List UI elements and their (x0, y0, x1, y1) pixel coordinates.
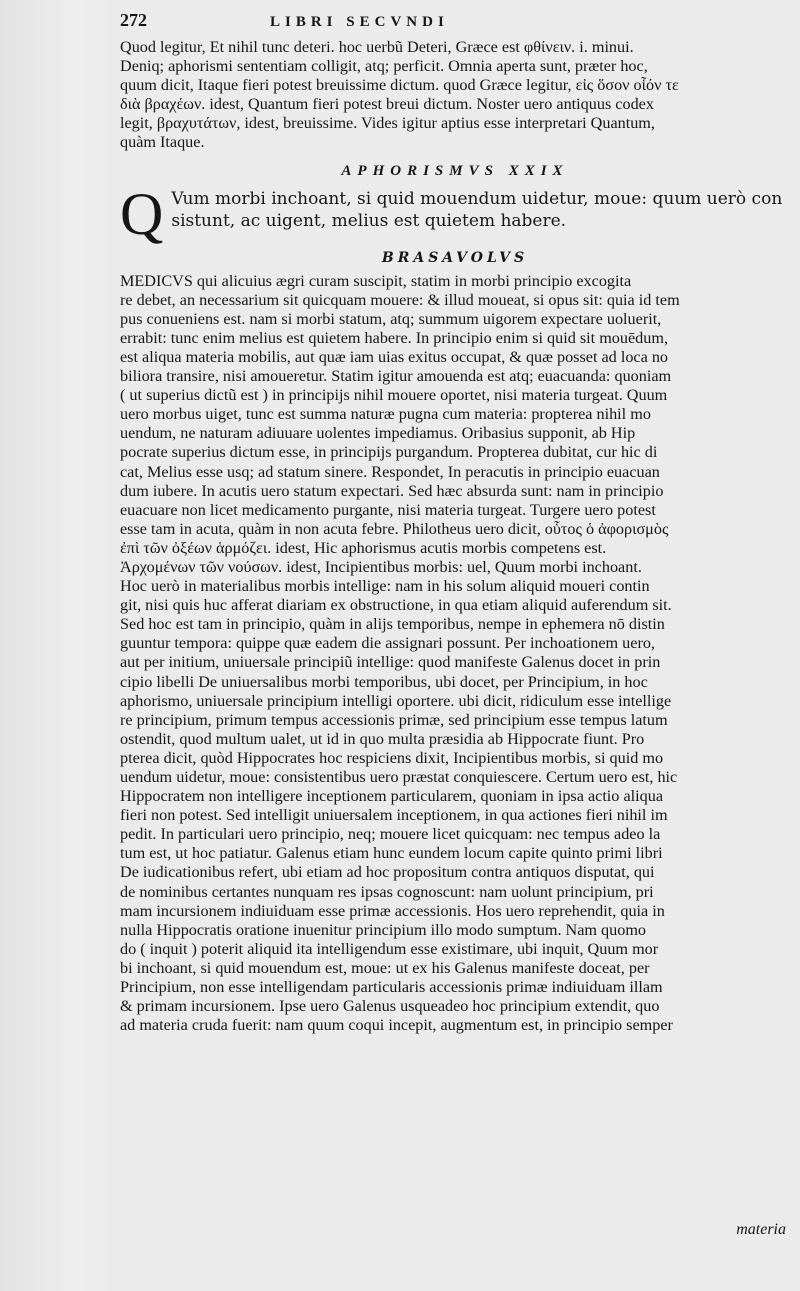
drop-cap: Q (120, 180, 164, 247)
intro-line: quum dicit, Itaque fieri potest breuissime dictum. quod Græce legitur, εἰς ὅσον οἷόν τε (120, 76, 679, 95)
commentary-line: pocrate superius dictum esse, in principijs purgandum. Propterea dubitat, cur hic di (120, 443, 658, 462)
commentary-line: git, nisi quis huc afferat diariam ex obstructione, in qua etiam aliquid auferendum sit. (120, 596, 672, 615)
commentary-line: ostendit, quod multum ualet, ut id in quo multa præsidia ab Hippocrate fiunt. Pro (120, 729, 645, 748)
commentary-line: euacuare non licet medicamento purgante, nisi materia turgeat. Turgere uero potest (120, 500, 656, 519)
commentary-line: re debet, an necessarium sit quicquam mouere: & illud moueat, si opus sit: quia id tem (120, 290, 680, 309)
commentary-line: ἐπὶ τῶν ὀξέων ἁρμόζει. idest, Hic aphorismus acutis morbis competens est. (120, 538, 607, 557)
commentary-line: esse tam in acuta, quàm in non acuta febre. Philotheus uero dicit, οὗτος ὁ ἀφορισμὸς (120, 519, 669, 538)
commentary-line: guuntur tempora: quippe quæ eadem die assignari possunt. Per inchoationem uero, (120, 634, 655, 653)
intro-paragraph (120, 38, 790, 153)
commentary-line: Hippocratem non intelligere inceptionem particularem, quoniam in ipsa actio aliqua (120, 787, 664, 806)
commentary-line: cat, Melius esse usq; ad statum sinere. Respondet, In peracutis in principio euacuan (120, 462, 660, 481)
aphorism-line: sistunt, ac uigent, melius est quietem habere. (171, 210, 567, 231)
commentary-line: pedit. In particulari uero principio, neq; mouere licet quicquam: nec tempus adeo la (120, 825, 661, 844)
commentary-author: BRASAVOLVS (381, 249, 529, 266)
commentary-line: uendum, ne naturam adiuuare uolentes impediamus. Oribasius supponit, ab Hip (120, 424, 636, 443)
commentary-body (120, 272, 790, 1036)
commentary-line: uendum uidetur, moue: consistentibus uero præstat conquiescere. Certum uero est, hic (120, 768, 678, 786)
intro-line: Deniq; aphorismi sententiam colligit, atq; perficit. Omnia aperta sunt, præter hoc, (120, 57, 648, 76)
page-header (120, 10, 790, 38)
commentary-line: fieri non potest. Sed intelligit uniuersalem inceptionem, in qua actiones fieri nihil im (120, 806, 668, 825)
commentary-line: pus conueniens est. nam si morbi statum, atq; summum uigorem expectare uoluerit, (120, 309, 662, 328)
commentary-line: Principium, non esse intelligendam particularis accessionis primæ indiuiduam illam (120, 978, 663, 997)
commentary-line: errabit: tunc enim melius est quietem habere. In principio enim si quid sit mouēdum, (120, 328, 669, 347)
commentary-line: pterea dicit, quòd Hippocrates hoc respiciens dixit, Incipientibus morbis, si quid mo (120, 748, 664, 767)
commentary-line: uero morbus uiget, tunc est summa naturæ pugna cum materia: propterea nihil mo (120, 405, 651, 424)
aphorism-title: APHORISMVS XXIX (341, 162, 569, 179)
commentary-line: biliora transire, nisi amoueretur. Statim igitur amouenda est atq; euacuanda: quoniam (120, 367, 672, 386)
intro-line: Quod legitur, Et nihil tunc deteri. hoc uerbũ Deteri, Græce est φθίνειν. i. minui. (120, 38, 634, 56)
commentary-line: dum iubere. In acutis uero statum expectari. Sed hæc absurda sunt: nam in principio (120, 481, 664, 500)
aphorism-line: Vum morbi inchoant, si quid mouendum uidetur, moue: quum uerò con (171, 188, 783, 209)
commentary-line: de nominibus certantes nunquam res ipsas cognoscunt: nam uolunt principium, pri (120, 882, 654, 901)
catchword: materia (736, 1221, 786, 1238)
intro-line: διὰ βραχέων. idest, Quantum fieri potest breui dictum. Noster uero antiquus codex (120, 95, 654, 114)
commentary-line: nulla Hippocratis oratione inuenitur principium illo modo sumptum. Nam quomo (120, 920, 647, 939)
commentary-line: MEDICVS qui alicuius ægri curam suscipit, statim in morbi principio excogita (120, 271, 632, 290)
commentary-line: & primam incursionem. Ipse uero Galenus usqueadeo hoc principium extendit, quo (120, 997, 660, 1016)
running-head: LIBRI SECVNDI (270, 14, 449, 30)
commentary-line: Sed hoc est tam in principio, quàm in alijs temporibus, nempe in ephemera nō distin (120, 615, 665, 634)
commentary-line: De iudicationibus refert, ubi etiam ad hoc propositum contra antiquos disputat, qui (120, 863, 655, 882)
commentary-line: re principium, primum tempus accessionis primæ, sed principium esse tempus latum (120, 710, 668, 729)
commentary-line: aphorismo, uniuersale principium intelligi oportere. ubi dicit, ridiculum esse intellige (120, 691, 672, 710)
commentary-line: aut per initium, uniuersale principiũ intellige: quod manifeste Galenus docet in prin (120, 653, 661, 672)
commentary-line: ( ut superius dictũ est ) in principijs nihil mouere oportet, nisi materia turgeat. Quum (120, 386, 668, 405)
intro-line: quàm Itaque. (120, 133, 205, 152)
commentary-line: Ἀρχομένων τῶν νούσων. idest, Incipientibus morbis: uel, Quum morbi inchoant. (120, 557, 642, 576)
commentary-line: do ( inquit ) poterit aliquid ita intelligendum esse existimare, ubi inquit, Quum mor (120, 939, 659, 958)
folio-number: 272 (120, 10, 147, 30)
commentary-line: Hoc uerò in materialibus morbis intellige: nam in his solum aliquid moueri contin (120, 577, 650, 596)
intro-line: legit, βραχυτάτων, idest, breuissime. Vides igitur aptius esse interpretari Quantum, (120, 114, 655, 133)
commentary-line: est aliqua materia mobilis, aut quæ iam uias exitus occupat, & quæ posset ad loca no (120, 347, 669, 366)
commentary-line: mam incursionem indiuiduam esse primæ accessionis. Hos uero reprehendit, quia in (120, 901, 665, 920)
commentary-line: bi inchoant, si quid mouendum est, moue: ut ex his Galenus manifeste doceat, per (120, 958, 650, 977)
aphorism-text (120, 180, 790, 247)
commentary-line: ad materia cruda fuerit: nam quum coqui incepit, augmentum est, in principio semper (120, 1016, 673, 1035)
commentary-line: tum est, ut hoc patiatur. Galenus etiam hunc eundem locum capite quinto primi libri (120, 844, 663, 863)
commentary-line: cipio libelli De uniuersalibus morbi temporibus, ubi docet, per Principium, in hoc (120, 672, 648, 691)
